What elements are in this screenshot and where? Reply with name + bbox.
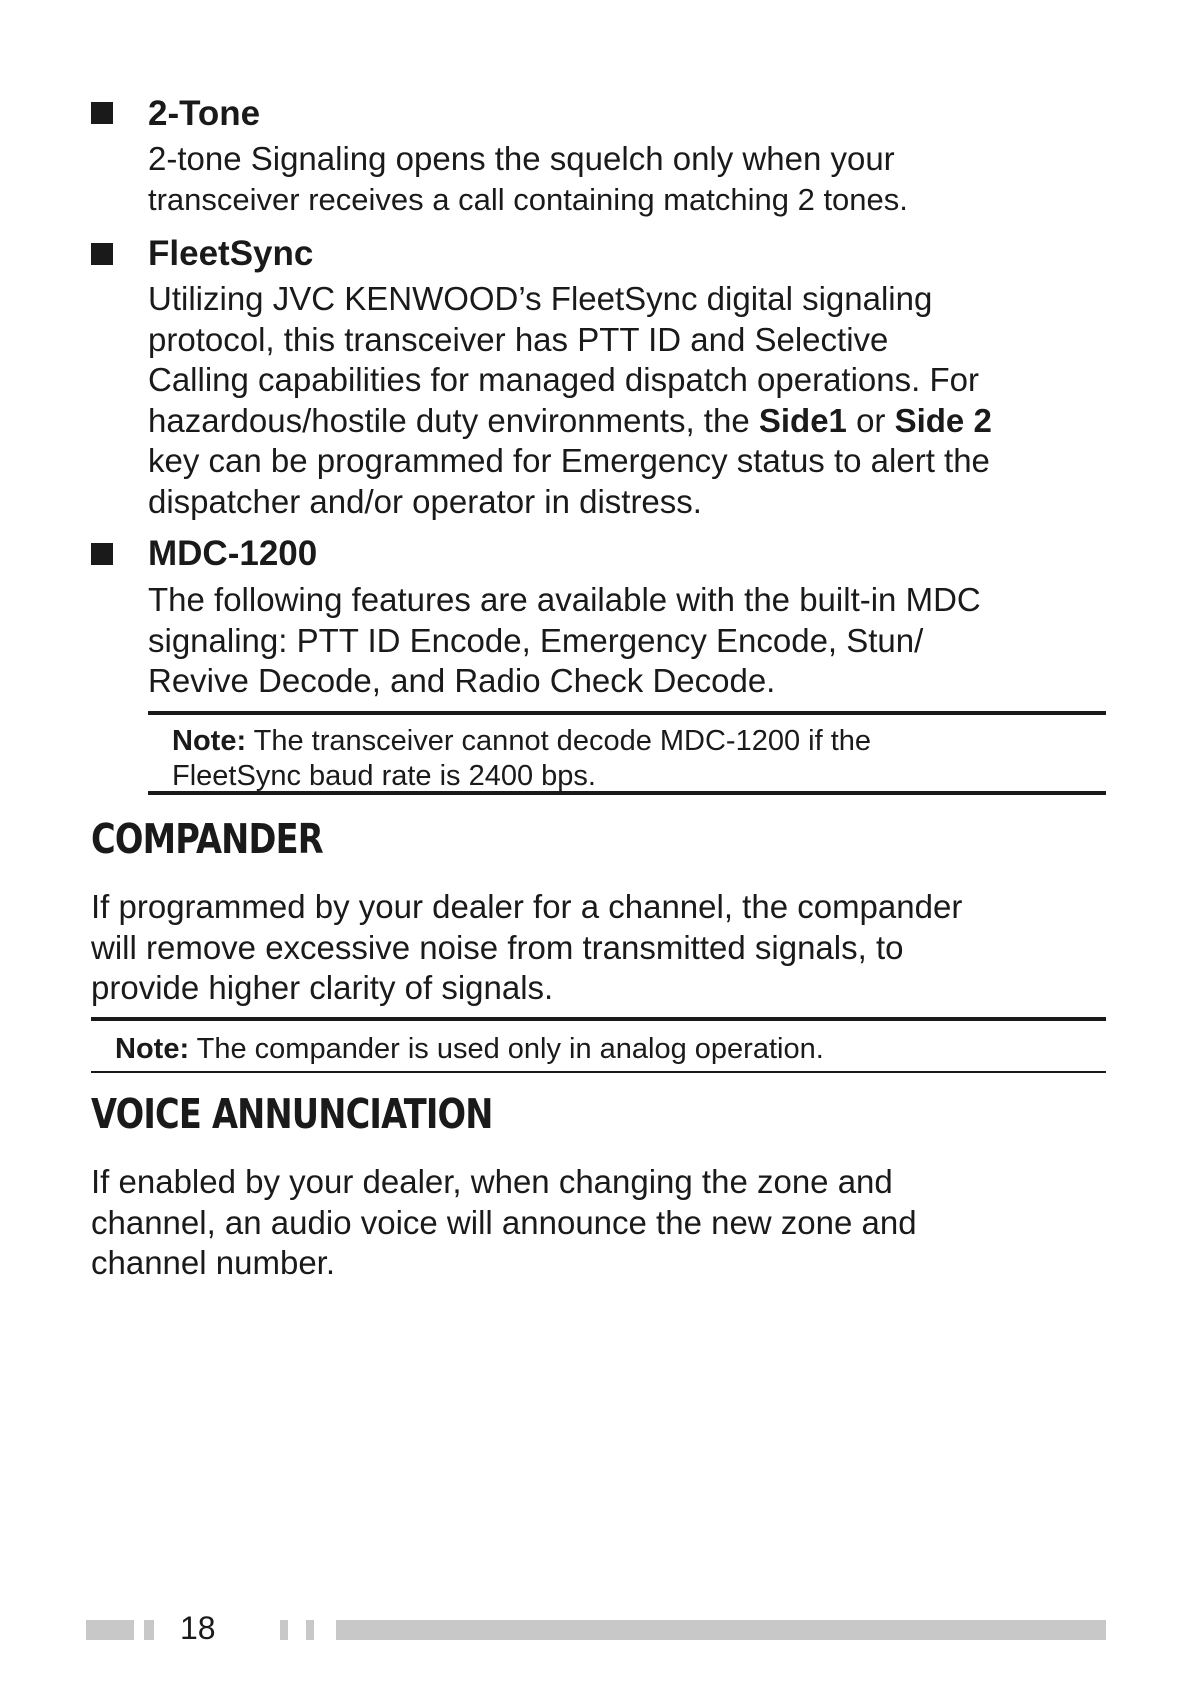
voice-annunciation-body [91, 1162, 1091, 1284]
note-line [172, 724, 871, 759]
body-line: Revive Decode, and Radio Check Decode. [148, 662, 776, 699]
footer-decoration [144, 1620, 154, 1640]
body-line: transceiver receives a call containing matching 2 tones. [148, 181, 908, 217]
body-line: If programmed by your dealer for a channel, the compander [91, 888, 963, 925]
body-line: 2-tone Signaling opens the squelch only when your [148, 140, 895, 177]
section-heading-2-tone: 2-Tone [148, 94, 261, 133]
body-line: dispatcher and/or operator in distress. [148, 482, 702, 520]
note-box-mdc [148, 711, 1106, 795]
section-body-fleetsync [148, 279, 1083, 522]
note-line: FleetSync baud rate is 2400 bps. [172, 760, 596, 792]
body-text: hazardous/hostile duty environments, the [148, 401, 759, 439]
side1-key-label: Side1 [758, 401, 847, 439]
footer-decoration [280, 1620, 288, 1640]
body-line: If enabled by your dealer, when changing the zone and [91, 1163, 893, 1200]
note-label: Note: [172, 725, 247, 757]
note-content: The compander is used only in analog operation. [189, 1033, 824, 1065]
bullet-square-icon [91, 543, 113, 565]
note-text [172, 724, 871, 794]
section-body-mdc-1200 [148, 580, 1083, 702]
footer-decoration [306, 1620, 314, 1640]
note-text [115, 1032, 824, 1067]
body-line: channel number. [91, 1244, 336, 1281]
body-line: Utilizing JVC KENWOOD’s FleetSync digital signaling [148, 280, 933, 317]
body-line: will remove excessive noise from transmitted signals, to [91, 928, 904, 966]
footer-rule-bar [336, 1620, 1106, 1640]
body-line: channel, an audio voice will announce the new zone and [91, 1203, 917, 1241]
heading-voice-annunciation: VOICE ANNUNCIATION [91, 1090, 493, 1138]
section-heading-mdc-1200: MDC-1200 [148, 534, 318, 573]
bullet-square-icon [91, 102, 113, 124]
body-line [148, 401, 1083, 442]
footer-decoration [86, 1620, 134, 1640]
body-line: Calling capabilities for managed dispatch operations. For [148, 361, 979, 398]
side2-key-label: Side 2 [894, 401, 992, 439]
page-number: 18 [180, 1610, 216, 1646]
compander-body [91, 887, 1091, 1009]
note-box-compander [91, 1017, 1106, 1073]
body-line: The following features are available with the built-in MDC [148, 581, 981, 618]
bullet-square-icon [91, 243, 113, 265]
note-label: Note: [115, 1033, 190, 1065]
heading-compander: COMPANDER [91, 815, 323, 863]
body-line: signaling: PTT ID Encode, Emergency Encode, Stun/ [148, 621, 924, 659]
page-footer [0, 1600, 1190, 1660]
body-line: key can be programmed for Emergency status to alert the [148, 442, 990, 479]
section-heading-fleetsync: FleetSync [148, 234, 314, 273]
section-body-2-tone [148, 139, 1083, 220]
note-content: The transceiver cannot decode MDC-1200 if the [246, 725, 872, 757]
body-line: provide higher clarity of signals. [91, 969, 554, 1006]
body-text: or [846, 401, 895, 439]
body-line: protocol, this transceiver has PTT ID and Selective [148, 320, 889, 358]
